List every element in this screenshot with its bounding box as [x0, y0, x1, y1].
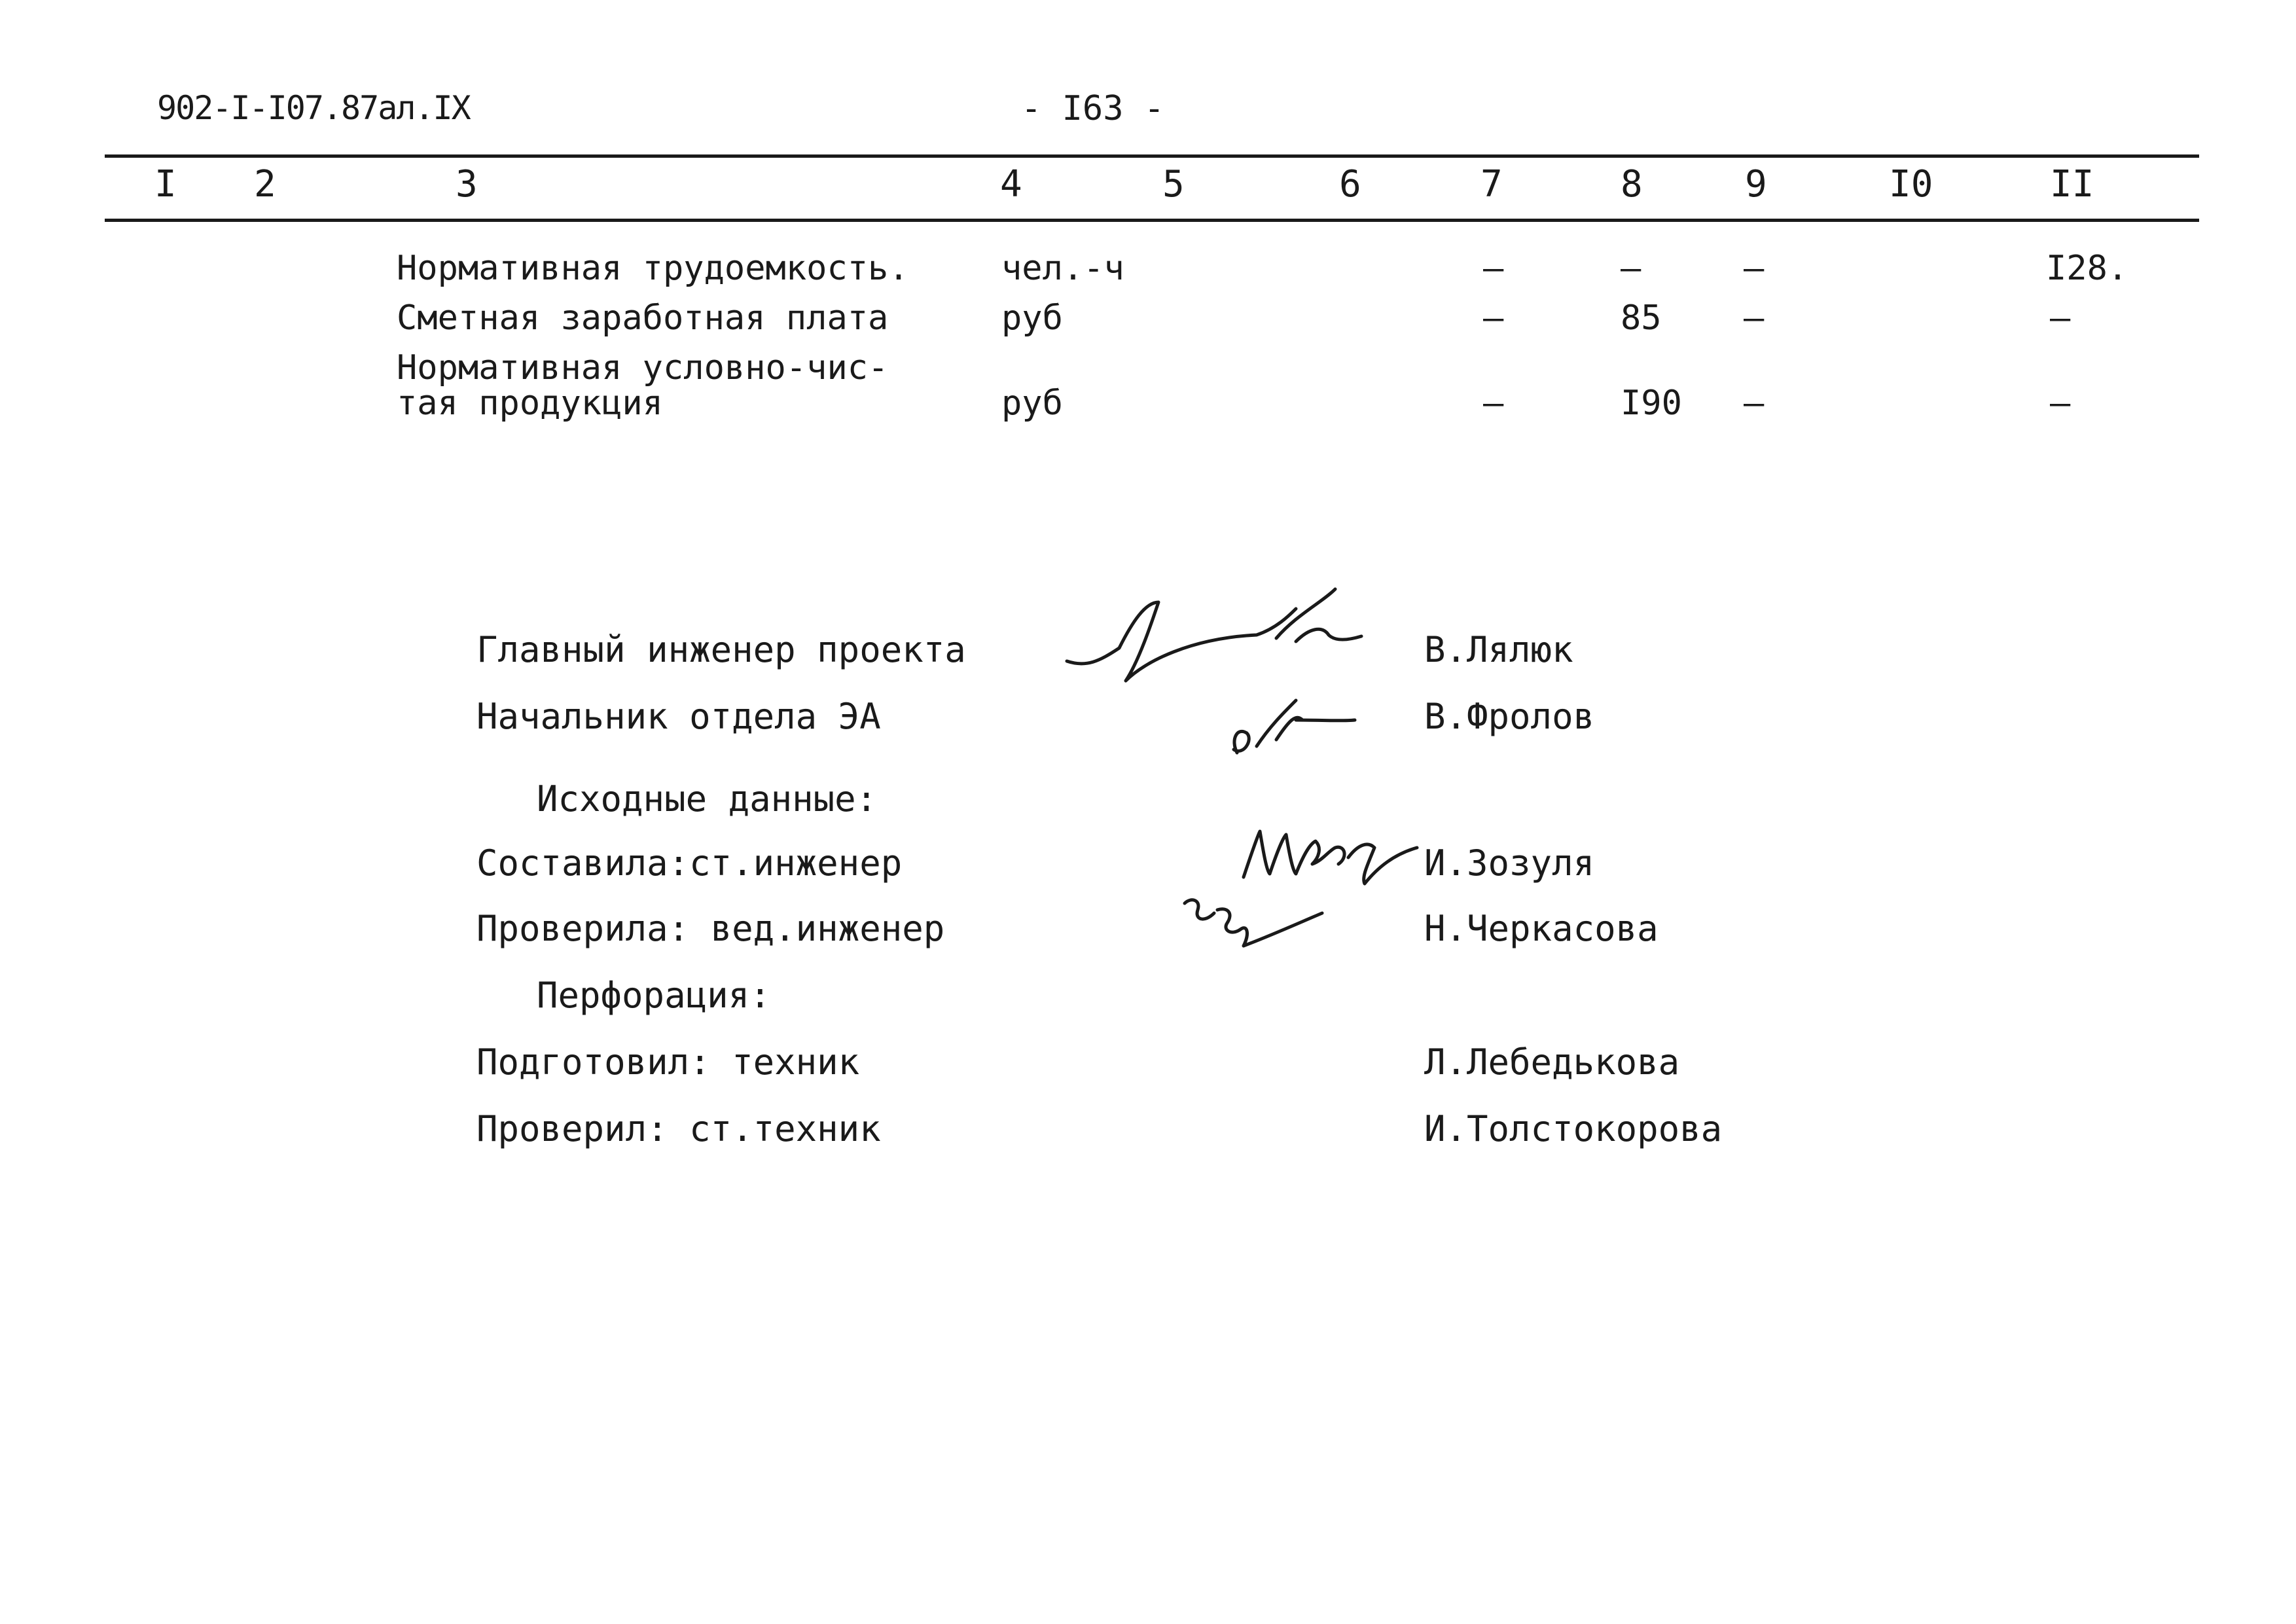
signature-name: В.Фролов [1424, 696, 1595, 737]
table-top-rule [105, 154, 2199, 158]
row-label: Сметная заработная плата [397, 298, 889, 338]
handwritten-signature-department-head [1224, 674, 1368, 759]
signature-role: Начальник отдела ЭА [476, 696, 881, 737]
cell-col11: – [2050, 384, 2071, 423]
cell-col7: – [1483, 298, 1504, 338]
cell-col9: – [1744, 249, 1765, 288]
signature-role: Составила:ст.инженер [476, 842, 903, 884]
row-unit: руб [1001, 298, 1063, 338]
row-label: Нормативная трудоемкость. [397, 249, 909, 288]
column-header: 2 [254, 163, 276, 206]
cell-col9: – [1744, 384, 1765, 423]
handwritten-signature-checker [1172, 884, 1342, 956]
signature-role: Подготовил: техник [476, 1041, 860, 1083]
row-label: тая продукция [397, 384, 663, 423]
cell-col8: 85 [1621, 298, 1662, 338]
signature-name: В.Лялюк [1424, 629, 1573, 670]
signature-name: Н.Черкасова [1424, 908, 1659, 949]
cell-col8: I90 [1621, 384, 1682, 423]
section-heading: Перфорация: [537, 975, 771, 1016]
column-header: 8 [1621, 163, 1643, 206]
document-code: 902-I-I07.87ал.IX [157, 89, 470, 127]
column-header: 6 [1339, 163, 1361, 206]
row-unit: руб [1001, 384, 1063, 423]
cell-col7: – [1483, 249, 1504, 288]
cell-col7: – [1483, 384, 1504, 423]
signature-role: Проверил: ст.техник [476, 1108, 881, 1149]
signature-role: Проверила: вед.инженер [476, 908, 945, 949]
cell-col11: I28. [2046, 249, 2128, 288]
row-label: Нормативная условно-чис- [397, 348, 889, 388]
column-header: 4 [1000, 163, 1022, 206]
column-header: II [2050, 163, 2094, 206]
page-number: - I63 - [1021, 89, 1165, 128]
column-header: 7 [1480, 163, 1503, 206]
column-header: 9 [1745, 163, 1767, 206]
table-header-rule [105, 219, 2199, 222]
handwritten-signature-compiler [1230, 818, 1420, 890]
cell-col11: – [2050, 298, 2071, 338]
cell-col9: – [1744, 298, 1765, 338]
column-header: 5 [1162, 163, 1185, 206]
column-header: 3 [456, 163, 478, 206]
cell-col8: – [1621, 249, 1641, 288]
signature-name: И.Толстокорова [1424, 1108, 1723, 1149]
signature-name: И.Зозуля [1424, 842, 1595, 884]
signature-role: Главный инженер проекта [476, 629, 966, 670]
signature-name: Л.Лебедькова [1424, 1041, 1680, 1083]
column-header: I [154, 163, 177, 206]
section-heading: Исходные данные: [537, 778, 878, 820]
row-unit: чел.-ч [1001, 249, 1124, 288]
column-header: I0 [1889, 163, 1933, 206]
